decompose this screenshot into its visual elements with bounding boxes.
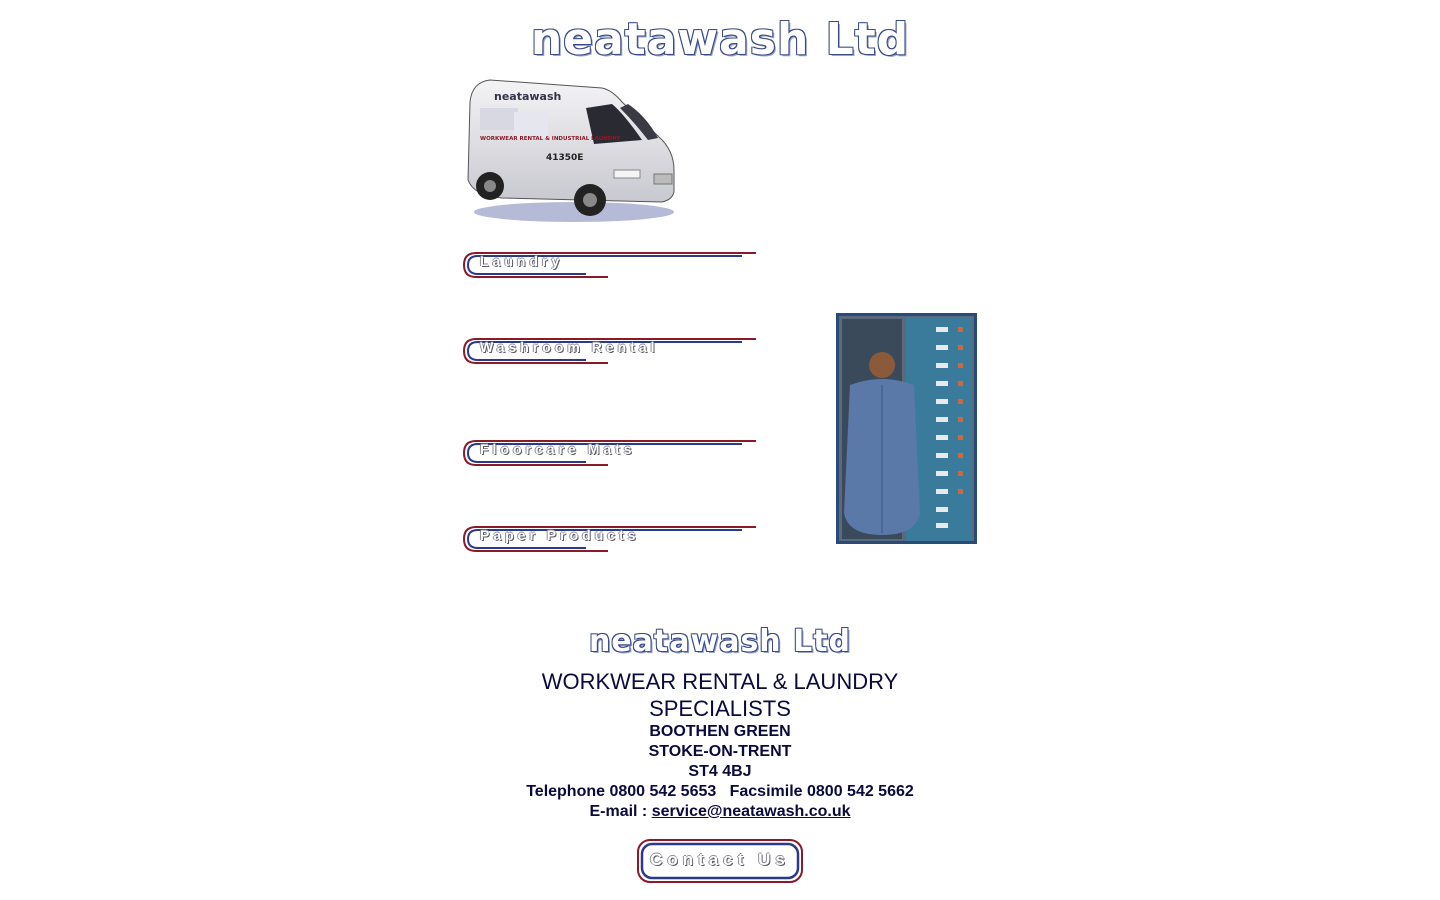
nav-laundry-button[interactable] bbox=[462, 250, 758, 280]
nav-washroom-rental-label: Washroom Rental bbox=[480, 339, 659, 355]
address-postcode: ST4 4BJ bbox=[688, 763, 752, 780]
nav-paper-products-button[interactable] bbox=[462, 524, 758, 554]
nav-laundry-label: Laundry bbox=[480, 253, 564, 269]
van-tagline-text: WORKWEAR RENTAL & INDUSTRIAL LAUNDRY bbox=[480, 136, 621, 142]
fax-label: Facsimile bbox=[729, 783, 803, 800]
tagline bbox=[0, 668, 1440, 722]
van-image bbox=[462, 74, 678, 226]
address-line1: BOOTHEN GREEN bbox=[649, 723, 791, 740]
nav-floorcare-mats-label: Floorcare Mats bbox=[480, 441, 636, 457]
tagline-line2: SPECIALISTS bbox=[649, 696, 791, 721]
van-reg-text: 41350E bbox=[546, 153, 584, 163]
nav-paper-products-label: Paper Products bbox=[480, 527, 640, 543]
contact-us-label: Contact Us bbox=[650, 850, 790, 869]
logo-footer: neatawash Ltd bbox=[588, 624, 852, 659]
van-brand-text: neatawash bbox=[494, 90, 562, 103]
logo-header: neatawash Ltd bbox=[530, 14, 910, 65]
telephone-label: Telephone bbox=[526, 783, 606, 800]
phone-fax-line bbox=[0, 782, 1440, 802]
tagline-line1: WORKWEAR RENTAL & LAUNDRY bbox=[541, 669, 899, 694]
fax-number: 0800 542 5662 bbox=[807, 783, 914, 800]
email-label: E-mail : bbox=[589, 803, 648, 820]
email-line bbox=[0, 802, 1440, 822]
nav-floorcare-mats-button[interactable] bbox=[462, 438, 758, 468]
worker-image bbox=[836, 313, 977, 544]
address-line2: STOKE-ON-TRENT bbox=[648, 743, 792, 760]
nav-washroom-rental-button[interactable] bbox=[462, 336, 758, 366]
telephone-number: 0800 542 5653 bbox=[609, 783, 717, 800]
email-link[interactable]: service@neatawash.co.uk bbox=[651, 803, 851, 820]
contact-us-button[interactable] bbox=[636, 838, 804, 884]
